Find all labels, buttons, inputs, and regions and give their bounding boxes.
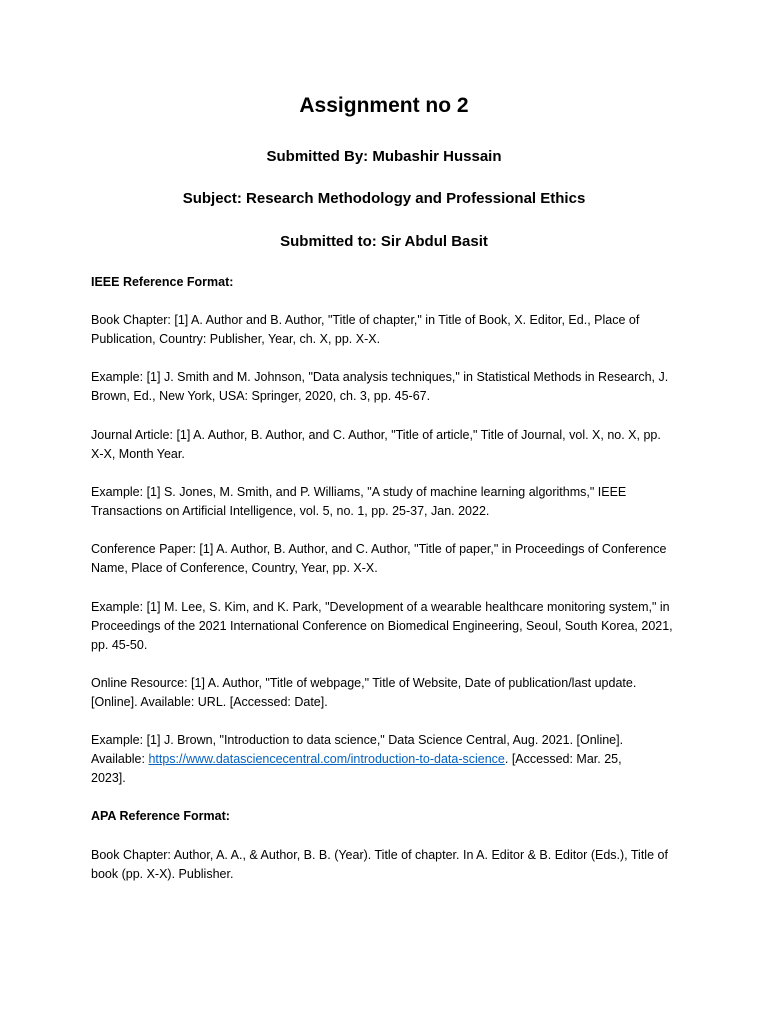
accessed-suffix: . [Accessed: Mar. 25, — [504, 752, 622, 766]
ieee-conference-example-line-3: pp. 45-50. — [91, 638, 148, 652]
ieee-online-resource-line-1: Online Resource: [1] A. Author, "Title of webpage," Title of Website, Date of publication/last update. — [91, 676, 637, 690]
ieee-conference-paper — [91, 540, 691, 578]
ieee-online-example-line-1: Example: [1] J. Brown, "Introduction to data science," Data Science Central, Aug. 2021. [Online]. — [91, 733, 624, 747]
ieee-book-example-line-1: Example: [1] J. Smith and M. Johnson, "Data analysis techniques," in Statistical Methods in Research, J. — [91, 370, 669, 384]
subject-line: Subject: Research Methodology and Professional Ethics — [182, 190, 586, 207]
ieee-book-chapter-line-2: Publication, Country: Publisher, Year, ch. X, pp. X-X. — [91, 332, 381, 346]
apa-book-chapter-line-2: book (pp. X-X). Publisher. — [91, 867, 234, 881]
ieee-online-resource — [91, 674, 691, 712]
apa-book-chapter — [91, 846, 691, 884]
ieee-conference-paper-line-1: Conference Paper: [1] A. Author, B. Author, and C. Author, "Title of paper," in Proceedings of Conference — [91, 542, 667, 556]
submitted-to: Submitted to: Sir Abdul Basit — [280, 233, 488, 250]
ieee-journal-example — [91, 483, 691, 521]
ieee-journal-article-line-1: Journal Article: [1] A. Author, B. Author, and C. Author, "Title of article," Title of Journal, vol. X, no. X, pp. — [91, 428, 661, 442]
ieee-book-chapter — [91, 311, 691, 349]
ieee-online-example — [91, 731, 691, 788]
ieee-book-example — [91, 368, 691, 406]
apa-heading: APA Reference Format: — [91, 809, 230, 823]
available-prefix: Available: — [91, 752, 149, 766]
ieee-heading: IEEE Reference Format: — [91, 275, 234, 289]
ieee-journal-article-line-2: X-X, Month Year. — [91, 447, 185, 461]
ieee-conference-example — [91, 598, 691, 655]
ieee-journal-article — [91, 426, 691, 464]
ieee-journal-example-line-2: Transactions on Artificial Intelligence, vol. 5, no. 1, pp. 25-37, Jan. 2022. — [91, 504, 490, 518]
datasciencecentral-link[interactable]: https://www.datasciencecentral.com/introduction-to-data-science — [148, 752, 505, 766]
document-title: Assignment no 2 — [299, 94, 469, 117]
ieee-online-resource-line-2: [Online]. Available: URL. [Accessed: Date]. — [91, 695, 328, 709]
ieee-online-example-line-3: 2023]. — [91, 771, 126, 785]
ieee-conference-example-line-2: Proceedings of the 2021 International Conference on Biomedical Engineering, Seoul, South Korea, 2021, — [91, 619, 673, 633]
submitted-by: Submitted By: Mubashir Hussain — [266, 148, 502, 165]
apa-book-chapter-line-1: Book Chapter: Author, A. A., & Author, B. B. (Year). Title of chapter. In A. Editor & B. Editor (Eds.), Title of — [91, 848, 668, 862]
ieee-conference-paper-line-2: Name, Place of Conference, Country, Year, pp. X-X. — [91, 561, 378, 575]
ieee-online-example-line-2 — [91, 750, 691, 769]
ieee-journal-example-line-1: Example: [1] S. Jones, M. Smith, and P. Williams, "A study of machine learning algorithms," IEEE — [91, 485, 627, 499]
ieee-book-example-line-2: Brown, Ed., New York, USA: Springer, 2020, ch. 3, pp. 45-67. — [91, 389, 431, 403]
ieee-book-chapter-line-1: Book Chapter: [1] A. Author and B. Author, "Title of chapter," in Title of Book, X. Editor, Ed., Place of — [91, 313, 640, 327]
ieee-conference-example-line-1: Example: [1] M. Lee, S. Kim, and K. Park, "Development of a wearable healthcare monitoring system," in — [91, 600, 670, 614]
